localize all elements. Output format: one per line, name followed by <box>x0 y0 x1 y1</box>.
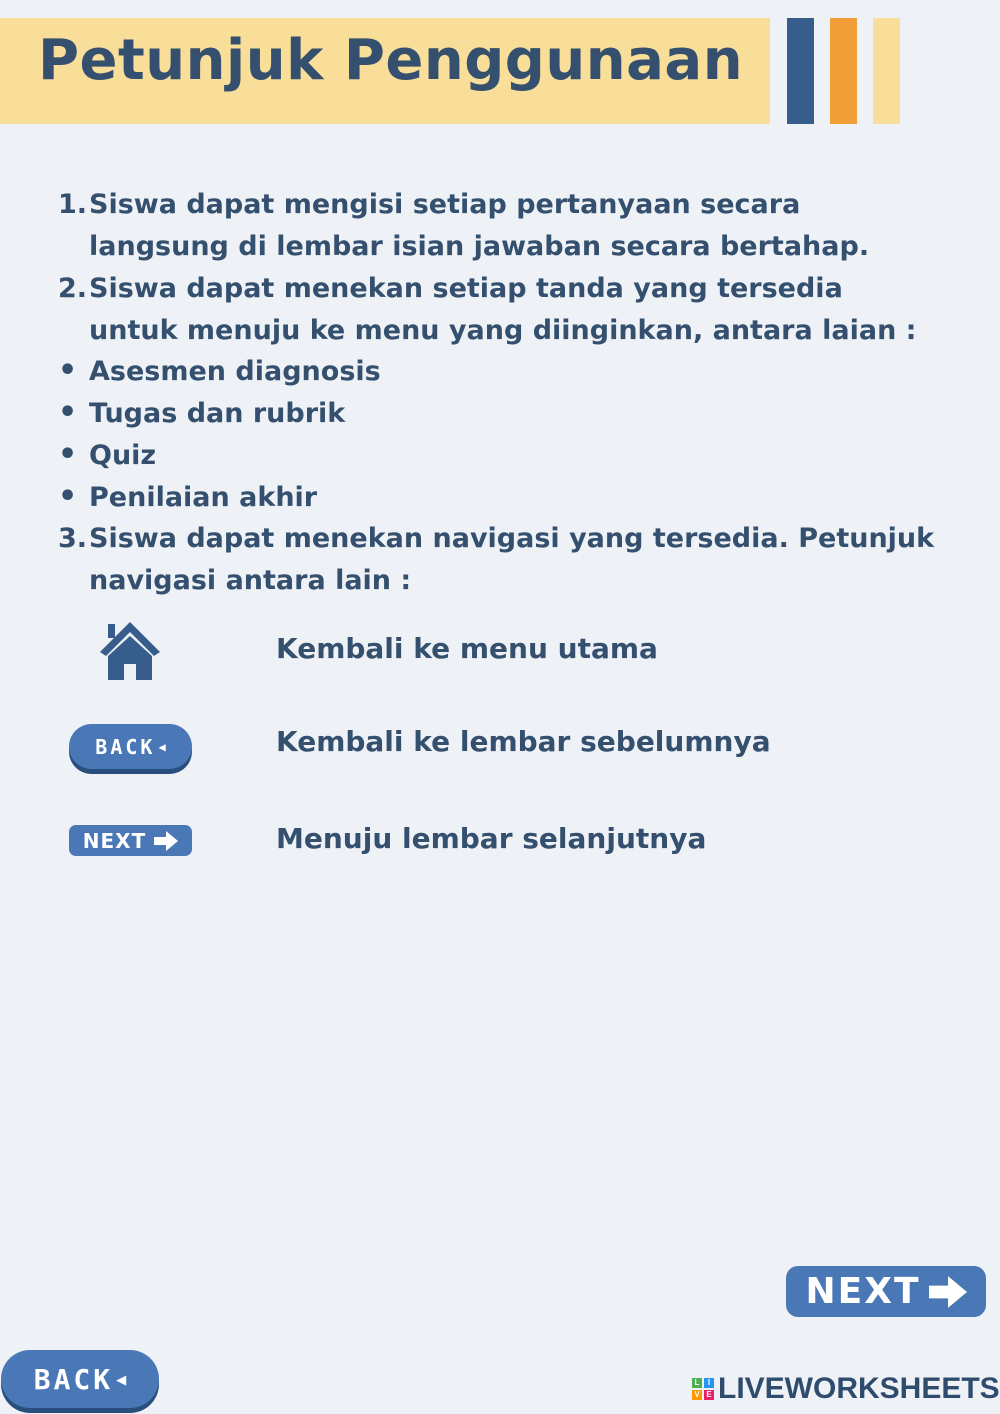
liveworksheets-icon <box>692 1378 714 1400</box>
brand-name: LIVEWORKSHEETS <box>718 1372 1000 1405</box>
next-button-sample <box>69 825 192 856</box>
caret-left-icon: ◀ <box>116 1369 127 1389</box>
instruction-text: langsung di lembar isian jawaban secara bertahap. <box>89 231 870 262</box>
decor-stripe-orange <box>830 18 857 124</box>
bullet: • <box>58 395 78 430</box>
decor-stripe-yellow <box>873 18 900 124</box>
back-button-sample <box>69 724 192 769</box>
arrow-right-icon <box>929 1276 967 1308</box>
home-icon <box>98 620 162 682</box>
brand-logo <box>692 1372 1000 1406</box>
menu-item: Quiz <box>89 440 157 471</box>
instruction-text: untuk menuju ke menu yang diinginkan, antara laian : <box>89 315 917 346</box>
instruction-text: Siswa dapat menekan setiap tanda yang tersedia <box>89 273 843 304</box>
back-button[interactable] <box>1 1350 159 1408</box>
logo-tile: I <box>704 1378 714 1388</box>
back-label: BACK <box>95 734 156 759</box>
back-button-label: BACK <box>33 1362 114 1396</box>
instruction-text: Siswa dapat mengisi setiap pertanyaan secara <box>89 189 801 220</box>
next-button[interactable] <box>786 1266 986 1317</box>
logo-tile: V <box>692 1390 702 1400</box>
instruction-text: Siswa dapat menekan navigasi yang tersedia. Petunjuk <box>89 523 935 554</box>
instruction-text: navigasi antara lain : <box>89 565 412 596</box>
menu-item: Asesmen diagnosis <box>89 356 381 387</box>
next-label: NEXT <box>82 828 147 853</box>
home-description: Kembali ke menu utama <box>276 632 658 665</box>
list-number: 1. <box>58 189 88 220</box>
arrow-right-icon <box>154 831 178 851</box>
back-description: Kembali ke lembar sebelumnya <box>276 725 771 758</box>
bullet: • <box>58 437 78 472</box>
logo-tile: L <box>692 1378 702 1388</box>
next-button-label: NEXT <box>805 1271 921 1312</box>
bullet: • <box>58 479 78 514</box>
caret-left-icon: ◀ <box>158 739 166 754</box>
menu-item: Tugas dan rubrik <box>89 398 346 429</box>
menu-item: Penilaian akhir <box>89 482 318 513</box>
decor-stripe-blue <box>787 18 814 124</box>
list-number: 2. <box>58 273 88 304</box>
list-number: 3. <box>58 523 88 554</box>
bullet: • <box>58 353 78 388</box>
page-title: Petunjuk Penggunaan <box>38 28 744 93</box>
logo-tile: E <box>704 1390 714 1400</box>
next-description: Menuju lembar selanjutnya <box>276 822 707 855</box>
